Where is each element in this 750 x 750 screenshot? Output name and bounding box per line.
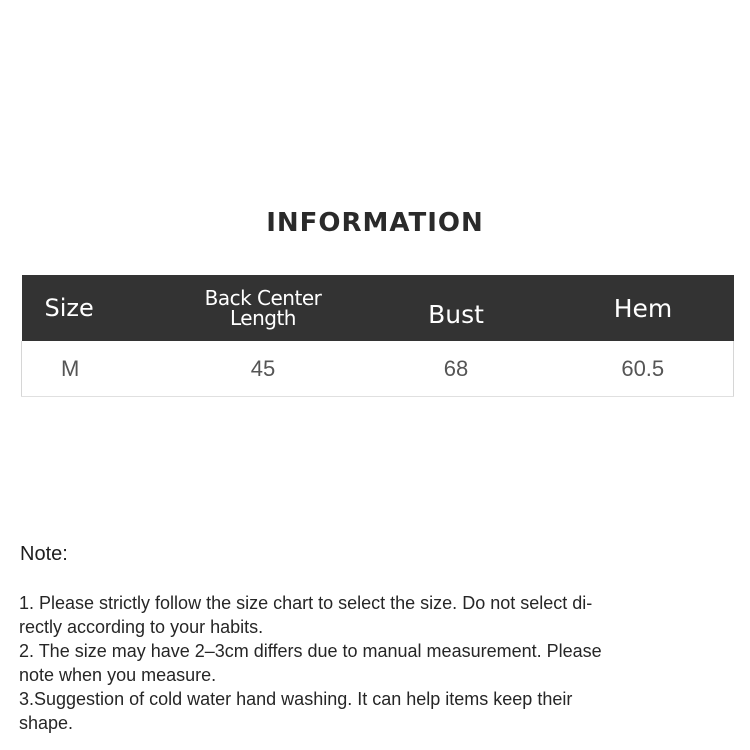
note-line: 1. Please strictly follow the size chart to select the size. Do not select di- [19, 593, 593, 613]
header-bust: Bust [360, 275, 553, 341]
header-back-center-length [167, 275, 360, 341]
note-heading: Note: [20, 543, 68, 565]
table-header-row [22, 275, 734, 341]
header-hem: Hem [553, 275, 734, 341]
header-back-center-line2: Length [230, 306, 296, 330]
note-line: 2. The size may have 2–3cm differs due to manual measurement. Please [19, 641, 602, 661]
note-line: shape. [19, 713, 74, 733]
note-line: rectly according to your habits. [19, 617, 264, 637]
note-list [19, 591, 709, 735]
cell-hem: 60.5 [553, 341, 734, 397]
header-back-center-line1: Back Center [204, 286, 322, 310]
cell-back-center-length: 45 [167, 341, 360, 397]
header-size: Size [22, 275, 167, 341]
cell-size: M [22, 341, 167, 397]
page-title: INFORMATION [266, 208, 484, 238]
cell-bust: 68 [360, 341, 553, 397]
note-line: note when you measure. [19, 665, 217, 685]
note-line: 3.Suggestion of cold water hand washing. It can help items keep their [19, 689, 573, 709]
table-row [22, 341, 734, 397]
size-chart-table [21, 275, 734, 397]
